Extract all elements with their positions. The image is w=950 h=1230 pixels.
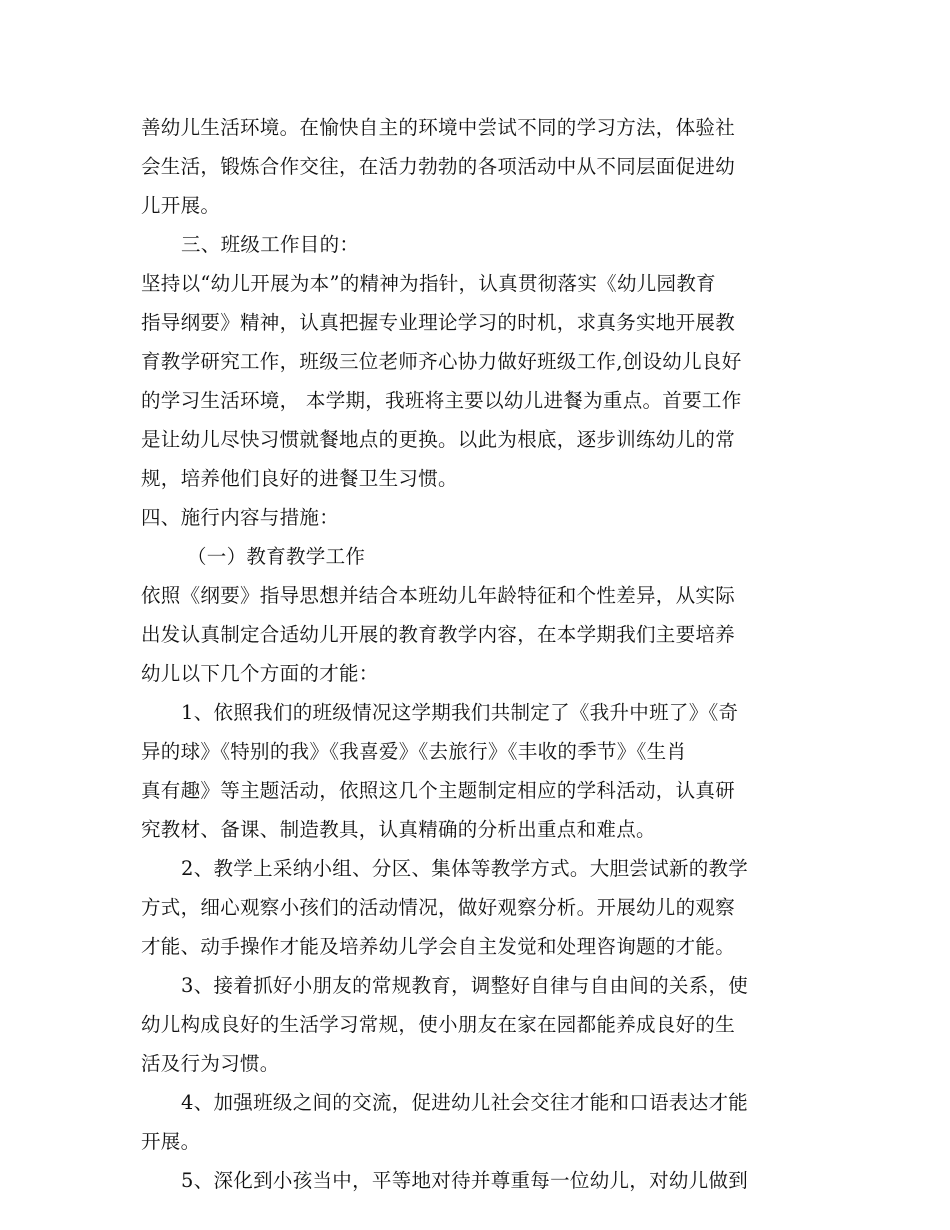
paragraph-line: 育教学研究工作，班级三位老师齐心协力做好班级工作,创设幼儿良好 <box>141 350 742 373</box>
paragraph-line: 出发认真制定合适幼儿开展的教育教学内容，在本学期我们主要培养 <box>141 623 736 646</box>
paragraph-line: 坚持以“幼儿开展为本”的精神为指针，认真贯彻落实《幼儿园教育 <box>141 272 716 295</box>
paragraph-line: 方式，细心观察小孩们的活动情况，做好观察分析。开展幼儿的观察 <box>141 896 736 919</box>
paragraph-line: 真有趣》等主题活动，依照这几个主题制定相应的学科活动，认真研 <box>141 779 736 802</box>
paragraph-line: 会生活，锻炼合作交往，在活力勃勃的各项活动中从不同层面促进幼 <box>141 155 736 178</box>
paragraph-line: 幼儿构成良好的生活学习常规，使小朋友在家在园都能养成良好的生 <box>141 1013 736 1036</box>
paragraph-line: 才能、动手操作才能及培养幼儿学会自主发觉和处理咨询题的才能。 <box>141 935 736 958</box>
paragraph-line: 异的球》《特别的我》《我喜爱》《去旅行》《丰收的季节》《生肖 <box>141 740 687 763</box>
paragraph-line: 依照《纲要》指导思想并结合本班幼儿年龄特征和个性差异，从实际 <box>141 584 736 607</box>
paragraph-line: 幼儿以下几个方面的才能： <box>141 662 379 685</box>
paragraph-line: 活及行为习惯。 <box>141 1052 280 1075</box>
section-heading: 三、班级工作目的： <box>181 233 360 256</box>
paragraph-line: 善幼儿生活环境。在愉快自主的环境中尝试不同的学习方法，体验社 <box>141 116 736 139</box>
paragraph-line: 儿开展。 <box>141 194 221 217</box>
paragraph-line: 指导纲要》精神，认真把握专业理论学习的时机，求真务实地开展教 <box>141 311 736 334</box>
paragraph-line: 规，培养他们良好的进餐卫生习惯。 <box>141 467 458 490</box>
list-item-line: 1、依照我们的班级情况这学期我们共制定了《我升中班了》《奇 <box>181 701 739 724</box>
paragraph-line: 开展。 <box>141 1130 201 1153</box>
list-item-line: 4、加强班级之间的交流，促进幼儿社会交往才能和口语表达才能 <box>181 1091 749 1114</box>
subsection-heading: （一）教育教学工作 <box>187 545 366 568</box>
paragraph-line: 是让幼儿尽快习惯就餐地点的更换。以此为根底，逐步训练幼儿的常 <box>141 428 736 451</box>
paragraph-line: 究教材、备课、制造教具，认真精确的分析出重点和难点。 <box>141 818 656 841</box>
list-item-line: 2、教学上采纳小组、分区、集体等教学方式。大胆尝试新的教学 <box>181 857 749 880</box>
paragraph-line: 的学习生活环境， 本学期，我班将主要以幼儿进餐为重点。首要工作 <box>141 389 742 412</box>
list-item-line: 3、接着抓好小朋友的常规教育，调整好自律与自由间的关系，使 <box>181 974 749 997</box>
list-item-line: 5、深化到小孩当中，平等地对待并尊重每一位幼儿，对幼儿做到 <box>181 1169 749 1192</box>
section-heading: 四、施行内容与措施： <box>141 506 340 529</box>
